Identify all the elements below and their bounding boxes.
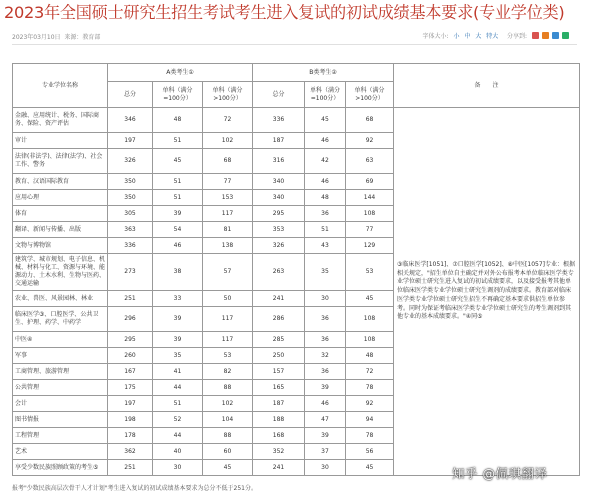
row-name: 法律(非法学)、法律(法学)、社会工作、警务	[13, 149, 108, 174]
font-xlarge-link[interactable]: 特大	[486, 33, 499, 40]
row-name: 享受少数民族照顾政策的考生⑤	[13, 460, 108, 476]
cell-a-0: 296	[108, 307, 153, 332]
cell-b-1: 35	[305, 254, 346, 291]
cell-a-0: 260	[108, 348, 153, 364]
cell-b-1: 36	[305, 332, 346, 348]
row-name: 农业、兽医、风景园林、林业	[13, 291, 108, 307]
cell-b-2: 56	[346, 444, 394, 460]
cell-a-1: 52	[153, 412, 203, 428]
cell-b-2: 78	[346, 428, 394, 444]
cell-b-2: 68	[346, 108, 394, 133]
cell-b-2: 45	[346, 460, 394, 476]
publish-date: 2023年03月10日	[12, 34, 61, 41]
cell-a-1: 41	[153, 364, 203, 380]
cell-b-2: 63	[346, 149, 394, 174]
cell-a-0: 175	[108, 380, 153, 396]
header-notes: 备 注	[394, 64, 580, 108]
cell-a-1: 44	[153, 428, 203, 444]
cell-a-1: 30	[153, 460, 203, 476]
cell-b-1: 37	[305, 444, 346, 460]
page-title: 2023年全国硕士研究生招生考试考生进入复试的初试成绩基本要求(专业学位类)	[4, 3, 565, 22]
cell-b-0: 286	[253, 307, 305, 332]
cell-a-2: 57	[203, 254, 253, 291]
cell-a-1: 51	[153, 133, 203, 149]
cell-b-1: 32	[305, 348, 346, 364]
row-name: 文物与博物馆	[13, 238, 108, 254]
row-name: 中医④	[13, 332, 108, 348]
row-name: 体育	[13, 206, 108, 222]
header-name: 专业学位名称	[13, 64, 108, 108]
cell-b-1: 48	[305, 190, 346, 206]
cell-a-1: 33	[153, 291, 203, 307]
row-name: 临床医学③、口腔医学、公共卫生、护理、药学、中药学	[13, 307, 108, 332]
row-name: 艺术	[13, 444, 108, 460]
cell-a-0: 346	[108, 108, 153, 133]
cell-a-2: 102	[203, 396, 253, 412]
cell-b-0: 340	[253, 174, 305, 190]
cell-a-0: 198	[108, 412, 153, 428]
row-name: 公共管理	[13, 380, 108, 396]
row-name: 建筑学、城市规划、电子信息、机械、材料与化工、资源与环境、能源动力、土木水利、生物与医药、交通运输	[13, 254, 108, 291]
header-a-single100: 单科（满分=100分）	[153, 82, 203, 108]
row-name: 工程管理	[13, 428, 108, 444]
row-name: 教育、汉语国际教育	[13, 174, 108, 190]
cell-a-2: 82	[203, 364, 253, 380]
cell-a-0: 350	[108, 190, 153, 206]
cell-b-0: 352	[253, 444, 305, 460]
cell-a-0: 326	[108, 149, 153, 174]
cell-b-0: 187	[253, 133, 305, 149]
cell-b-2: 92	[346, 396, 394, 412]
table-row	[13, 108, 580, 133]
cell-a-1: 45	[153, 149, 203, 174]
cell-a-2: 77	[203, 174, 253, 190]
toolbar	[420, 31, 569, 40]
row-name: 应用心理	[13, 190, 108, 206]
row-name: 工商管理、旅游管理	[13, 364, 108, 380]
cell-b-1: 43	[305, 238, 346, 254]
cell-b-1: 36	[305, 307, 346, 332]
cell-a-2: 117	[203, 307, 253, 332]
cell-a-0: 197	[108, 396, 153, 412]
row-name: 翻译、新闻与传播、出版	[13, 222, 108, 238]
header-b-total: 总分	[253, 82, 305, 108]
cell-b-0: 165	[253, 380, 305, 396]
cell-a-1: 51	[153, 190, 203, 206]
cell-b-1: 39	[305, 380, 346, 396]
cell-a-0: 350	[108, 174, 153, 190]
cell-b-2: 129	[346, 238, 394, 254]
cell-a-1: 48	[153, 108, 203, 133]
cell-a-1: 39	[153, 206, 203, 222]
font-size-label: 字体大小:	[422, 33, 449, 40]
cell-a-0: 197	[108, 133, 153, 149]
cell-b-1: 46	[305, 174, 346, 190]
divider	[12, 44, 577, 45]
cell-b-2: 108	[346, 332, 394, 348]
cell-a-1: 39	[153, 307, 203, 332]
cell-b-1: 51	[305, 222, 346, 238]
font-large-link[interactable]: 大	[475, 33, 482, 40]
cell-a-1: 51	[153, 396, 203, 412]
cell-a-0: 251	[108, 460, 153, 476]
cell-b-0: 250	[253, 348, 305, 364]
cell-b-2: 53	[346, 254, 394, 291]
cell-b-2: 92	[346, 133, 394, 149]
cell-a-2: 53	[203, 348, 253, 364]
cell-a-0: 336	[108, 238, 153, 254]
cell-a-2: 88	[203, 428, 253, 444]
header-a-total: 总分	[108, 82, 153, 108]
cell-a-0: 362	[108, 444, 153, 460]
cell-b-1: 47	[305, 412, 346, 428]
cell-b-2: 72	[346, 364, 394, 380]
font-medium-link[interactable]: 中	[464, 33, 471, 40]
row-name: 图书情报	[13, 412, 108, 428]
cell-a-1: 44	[153, 380, 203, 396]
header-b-single-gt100: 单科（满分>100分）	[346, 82, 394, 108]
cell-b-0: 168	[253, 428, 305, 444]
cell-a-2: 138	[203, 238, 253, 254]
cell-a-2: 45	[203, 460, 253, 476]
header-a-group: A类考生①	[108, 64, 253, 82]
cell-a-2: 50	[203, 291, 253, 307]
font-small-link[interactable]: 小	[453, 33, 460, 40]
cell-a-2: 102	[203, 133, 253, 149]
article-meta	[12, 32, 100, 41]
cell-b-0: 187	[253, 396, 305, 412]
cell-b-1: 30	[305, 460, 346, 476]
header-a-single-gt100: 单科（满分>100分）	[203, 82, 253, 108]
cell-a-2: 81	[203, 222, 253, 238]
score-table	[12, 63, 580, 476]
row-name: 审计	[13, 133, 108, 149]
cell-b-2: 48	[346, 348, 394, 364]
row-name: 金融、应用统计、税务、国际商务、保险、资产评估	[13, 108, 108, 133]
cell-b-0: 241	[253, 291, 305, 307]
cell-a-1: 51	[153, 174, 203, 190]
share-renren-icon[interactable]	[552, 32, 559, 39]
cell-a-2: 60	[203, 444, 253, 460]
cell-b-2: 94	[346, 412, 394, 428]
cell-b-0: 340	[253, 190, 305, 206]
cell-a-2: 72	[203, 108, 253, 133]
share-label: 分享到:	[507, 33, 528, 40]
row-name: 会计	[13, 396, 108, 412]
footnote: 报考"少数民族高层次骨干人才计划"考生进入复试的初试成绩基本要求为总分不低于251分。	[12, 485, 257, 492]
cell-b-0: 263	[253, 254, 305, 291]
cell-a-0: 295	[108, 332, 153, 348]
cell-b-1: 46	[305, 396, 346, 412]
cell-a-1: 40	[153, 444, 203, 460]
cell-b-1: 36	[305, 364, 346, 380]
cell-a-1: 46	[153, 238, 203, 254]
cell-a-2: 88	[203, 380, 253, 396]
cell-a-2: 117	[203, 332, 253, 348]
cell-b-2: 108	[346, 206, 394, 222]
cell-b-1: 36	[305, 206, 346, 222]
cell-b-2: 108	[346, 307, 394, 332]
cell-a-0: 273	[108, 254, 153, 291]
row-name: 军事	[13, 348, 108, 364]
cell-b-0: 336	[253, 108, 305, 133]
cell-b-1: 30	[305, 291, 346, 307]
cell-a-0: 178	[108, 428, 153, 444]
cell-a-0: 363	[108, 222, 153, 238]
cell-a-2: 117	[203, 206, 253, 222]
watermark: 知乎 @佩琪翻译	[452, 466, 548, 481]
cell-b-0: 353	[253, 222, 305, 238]
cell-a-2: 153	[203, 190, 253, 206]
cell-a-1: 39	[153, 332, 203, 348]
cell-a-0: 305	[108, 206, 153, 222]
cell-b-1: 46	[305, 133, 346, 149]
cell-b-0: 188	[253, 412, 305, 428]
cell-b-0: 241	[253, 460, 305, 476]
cell-b-2: 45	[346, 291, 394, 307]
cell-b-2: 69	[346, 174, 394, 190]
cell-a-1: 38	[153, 254, 203, 291]
share-weibo-icon[interactable]	[532, 32, 539, 39]
cell-b-0: 326	[253, 238, 305, 254]
cell-a-0: 251	[108, 291, 153, 307]
header-b-group: B类考生②	[253, 64, 394, 82]
source-label: 来源：教育部	[64, 34, 101, 41]
header-b-single100: 单科（满分=100分）	[305, 82, 346, 108]
cell-a-2: 68	[203, 149, 253, 174]
cell-a-2: 104	[203, 412, 253, 428]
cell-b-0: 285	[253, 332, 305, 348]
cell-a-0: 167	[108, 364, 153, 380]
cell-a-1: 35	[153, 348, 203, 364]
cell-b-0: 316	[253, 149, 305, 174]
cell-b-1: 45	[305, 108, 346, 133]
cell-b-0: 157	[253, 364, 305, 380]
share-wechat-icon[interactable]	[562, 32, 569, 39]
notes-cell: ③临床医学[1051]、⑦口腔医学[1052]、⑧中医[1057]专业：根据相关规定，"招生单位自主确定并对外公布报考本单位临床医学类专业学位硕士研究生进入复试的初试成绩要求，以及接受报考其他单位临床医学类专业学位硕士研究生调剂的成绩要求。教育部对临床医学类专业学位硕士研究生招生不再确定基本要求供招生单位参考。同时为保证考临床医学类专业学位硕士研究生的考生调剂到其他专业的基本成绩要求。"④同⑤	[394, 108, 580, 476]
cell-b-0: 295	[253, 206, 305, 222]
cell-b-2: 78	[346, 380, 394, 396]
cell-b-2: 144	[346, 190, 394, 206]
cell-b-1: 42	[305, 149, 346, 174]
cell-a-1: 54	[153, 222, 203, 238]
cell-b-2: 77	[346, 222, 394, 238]
share-qzone-icon[interactable]	[542, 32, 549, 39]
cell-b-1: 39	[305, 428, 346, 444]
